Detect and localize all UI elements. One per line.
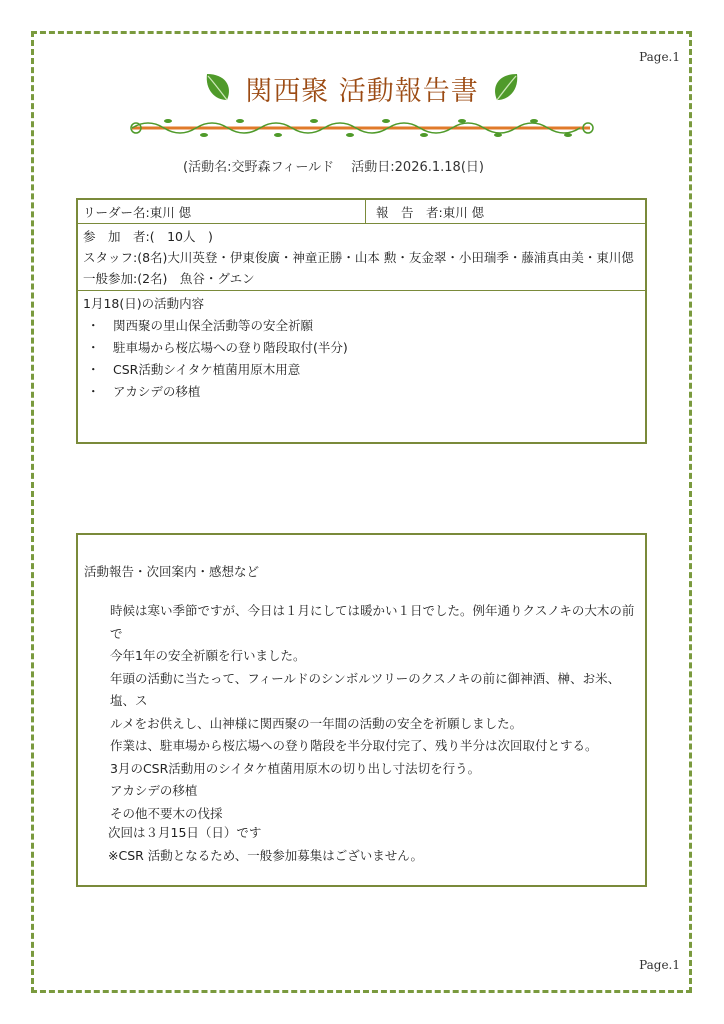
general-participants: 一般参加:(2名) 魚谷・グエン	[83, 271, 255, 286]
notes-body	[110, 600, 645, 825]
notes-line: 今年1年の安全祈願を行いました。	[110, 648, 306, 663]
activity-subtitle: (活動名:交野森フィールド 活動日:2026.1.18(日)	[183, 160, 484, 175]
list-item: ・ CSR活動シイタケ植菌用原木用意	[87, 362, 301, 377]
participants-section	[78, 224, 645, 291]
list-item: ・ アカシデの移植	[87, 384, 201, 399]
reporter-name: 報 告 者:東川 偲	[376, 205, 485, 220]
notes-heading: 活動報告・次回案内・感想など	[84, 564, 260, 579]
notes-box	[76, 533, 647, 887]
next-meeting: 次回は３月15日（日）です	[108, 825, 262, 840]
csr-note: ※CSR 活動となるため、一般参加募集はございません。	[108, 848, 424, 863]
page-label-top: Page.1	[639, 50, 680, 64]
page-label-bottom: Page.1	[639, 958, 680, 972]
notes-line: その他不要木の伐採	[110, 805, 223, 821]
notes-line: ルメをお供えし、山神様に関西聚の一年間の活動の安全を祈願しました。	[110, 715, 523, 731]
notes-line: 作業は、駐車場から桜広場への登り階段を半分取付完了、残り半分は次回取付とする。	[110, 738, 598, 753]
activity-section	[78, 291, 645, 405]
activity-heading: 1月18(日)の活動内容	[83, 296, 205, 311]
staff-list: スタッフ:(8名)大川英登・伊東俊廣・神童正勝・山本 勲・友金翠・小田瑞季・藤浦真由美・東川偲	[83, 250, 634, 265]
notes-line: 年頭の活動に当たって、フィールドのシンボルツリーのクスノキの前に御神酒、榊、お米、塩、ス	[110, 670, 621, 708]
page-title: 関西聚 活動報告書	[245, 75, 479, 107]
leaf-icon	[203, 72, 233, 104]
leaf-icon	[491, 72, 521, 104]
vine-decoration	[128, 114, 596, 142]
notes-line: アカシデの移植	[110, 783, 198, 798]
report-table	[76, 198, 647, 444]
title-row	[0, 68, 724, 108]
notes-line: 3月のCSR活動用のシイタケ植菌用原木の切り出し寸法切を行う。	[110, 760, 481, 776]
list-item: ・ 駐車場から桜広場への登り階段取付(半分)	[87, 340, 348, 355]
participant-count: 参 加 者:( 10人 )	[83, 229, 213, 244]
leader-name: リーダー名:東川 偲	[78, 200, 366, 223]
notes-line: 時候は寒い季節ですが、今日は１月にしては暖かい１日でした。例年通りクスノキの大木の前で	[110, 603, 635, 641]
list-item: ・ 関西聚の里山保全活動等の安全祈願	[87, 318, 314, 333]
table-row	[78, 200, 645, 224]
